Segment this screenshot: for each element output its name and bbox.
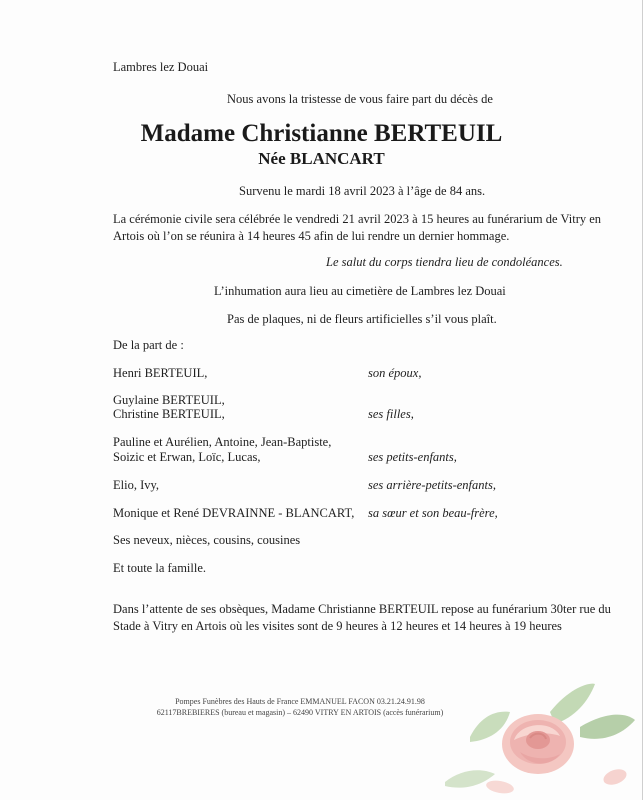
maiden-name: Née BLANCART xyxy=(258,149,385,168)
family-name-grandchildren-1: Pauline et Aurélien, Antoine, Jean-Baptiste, xyxy=(113,435,332,449)
family-relation-sister: sa sœur et son beau-frère, xyxy=(368,506,498,520)
no-flowers-text: Pas de plaques, ni de fleurs artificielles s’il vous plaît. xyxy=(227,312,497,326)
all-family-text: Et toute la famille. xyxy=(113,561,207,575)
family-relation-grandchildren: ses petits-enfants, xyxy=(368,450,457,464)
place-heading: Lambres lez Douai xyxy=(113,60,209,74)
nephews-text: Ses neveux, nièces, cousins, cousines xyxy=(113,533,301,547)
rose-illustration xyxy=(440,682,643,800)
family-name-great-grandchildren: Elio, Ivy, xyxy=(113,478,160,492)
family-name-daughter-2: Christine BERTEUIL, xyxy=(113,407,225,421)
footer-line-1: Pompes Funèbres des Hauts de France EMMANUEL FACON 03.21.24.91.98 xyxy=(175,697,425,706)
family-relation-great-grandchildren: ses arrière-petits-enfants, xyxy=(368,478,496,492)
deceased-name: Madame Christianne BERTEUIL xyxy=(140,120,503,147)
footer-line-2: 62117BREBIERES (bureau et magasin) – 62490 VITRY EN ARTOIS (accès funérarium) xyxy=(156,708,444,717)
death-date: Survenu le mardi 18 avril 2023 à l’âge de 84 ans. xyxy=(239,184,486,198)
burial-text: L’inhumation aura lieu au cimetière de Lambres lez Douai xyxy=(214,284,506,298)
rest-paragraph: Dans l’attente de ses obsèques, Madame Christianne BERTEUIL repose au funérarium 30ter rue du Stade à Vitry en Artois où les visites sont de 9 heures à 12 heures et 14 heures à 19 heures xyxy=(113,602,611,633)
from-label: De la part de : xyxy=(113,338,184,352)
family-relation-husband: son époux, xyxy=(368,366,422,380)
family-name-daughter-1: Guylaine BERTEUIL, xyxy=(113,393,225,407)
family-name-sister: Monique et René DEVRAINNE - BLANCART, xyxy=(113,506,355,520)
rose-flower-icon xyxy=(502,714,574,774)
family-relation-daughters: ses filles, xyxy=(368,407,414,421)
intro-text: Nous avons la tristesse de vous faire part du décès de xyxy=(227,92,493,106)
family-name-husband: Henri BERTEUIL, xyxy=(113,366,208,380)
condolences-note: Le salut du corps tiendra lieu de condoléances. xyxy=(326,255,563,269)
ceremony-paragraph: La cérémonie civile sera célébrée le vendredi 21 avril 2023 à 15 heures au funérarium de Vitry en Artois où l’on se réunira à 14 heures 45 afin de lui rendre un dernier hommage. xyxy=(113,212,602,243)
petal-icon xyxy=(485,766,628,795)
family-name-grandchildren-2: Soizic et Erwan, Loïc, Lucas, xyxy=(113,450,261,464)
